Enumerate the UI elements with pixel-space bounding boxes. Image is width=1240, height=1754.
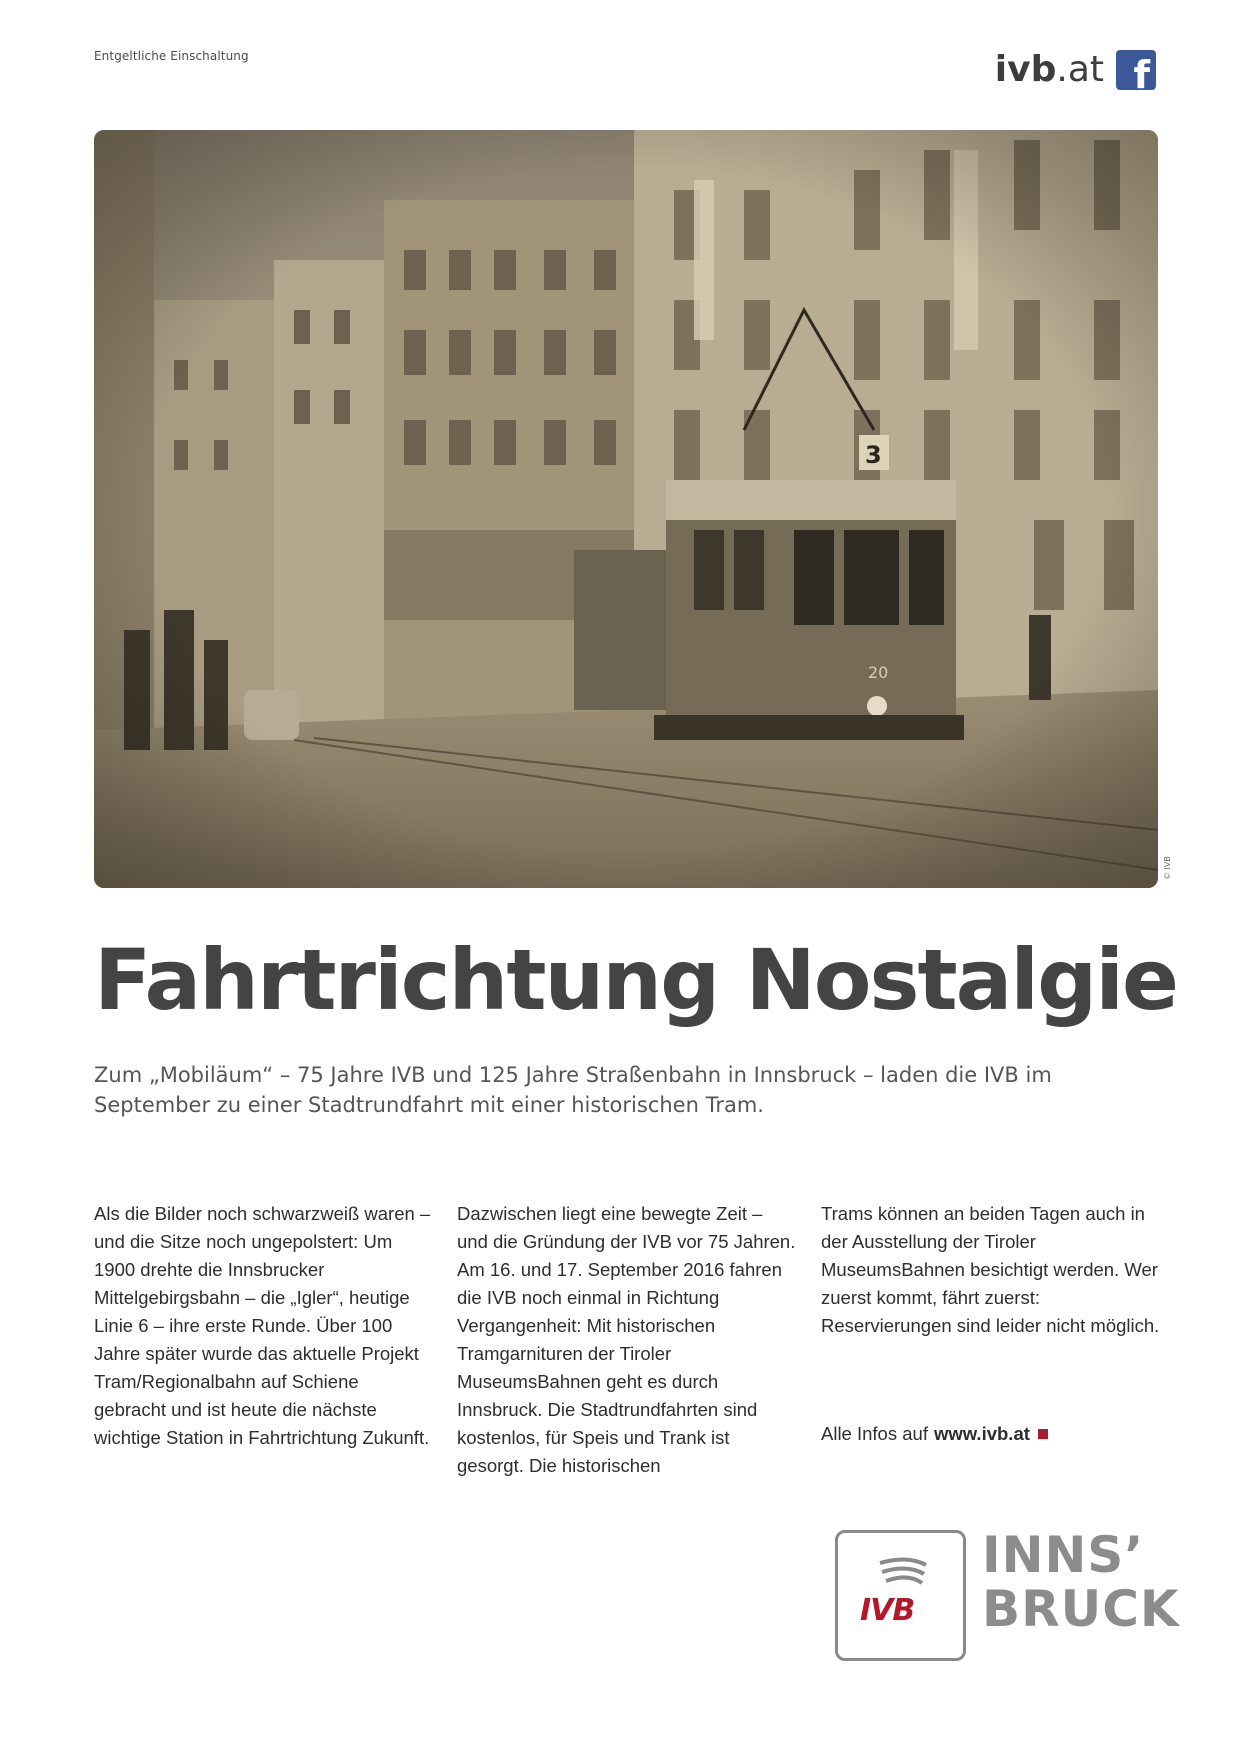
tram-street-illustration (94, 130, 1158, 888)
body-text-1: Als die Bilder noch schwarzweiß waren – und die Sitze noch ungepolstert: Um 1900 drehte die Innsbrucker Mittelgebirgsbahn – die „Igler“, heutige Linie 6 – ihre erste Runde. Über 100 Jahre später wurde das aktuelle Projekt Tram/Regionalbahn auf Schiene gebracht und ist heute die nächste wichtige Station in Fahrtrichtung Zukunft. (94, 1203, 431, 1448)
more-info-link[interactable]: www.ivb.at (933, 1423, 1030, 1444)
ivb-swoosh-icon (878, 1555, 928, 1587)
square-bullet-icon (1038, 1429, 1048, 1439)
body-column-3 (821, 1200, 1161, 1340)
innsbruck-logo-line2: BRUCK (982, 1580, 1180, 1638)
historic-tram-photo (94, 130, 1158, 888)
more-info-prefix: Alle Infos auf (821, 1423, 928, 1444)
site-link[interactable] (995, 49, 1156, 90)
ivb-logo-text: IVB (860, 1593, 915, 1628)
innsbruck-logo-line1: INNS’ (982, 1526, 1145, 1584)
innsbruck-logo (982, 1528, 1180, 1636)
body-column-1 (94, 1200, 434, 1452)
facebook-icon[interactable] (1116, 50, 1156, 90)
advertisement-notice: Entgeltliche Einschaltung (94, 49, 249, 63)
site-url-tld: .at (1056, 49, 1104, 90)
photo-credit: © IVB (1163, 856, 1172, 880)
body-text-2: Dazwischen liegt eine bewegte Zeit – und die Gründung der IVB vor 75 Jahren. Am 16. und 17. September 2016 fahren die IVB noch einmal in Richtung Vergangenheit: Mit historischen Tramgarnituren der Tiroler MuseumsBahnen geht es durch Innsbruck. Die Stadtrundfahrten sind kostenlos, für Speis und Trank ist gesorgt. Die historischen (457, 1203, 796, 1476)
lead-paragraph: Zum „Mobiläum“ – 75 Jahre IVB und 125 Jahre Straßenbahn in Innsbruck – laden die IVB im September zu einer Stadtrundfahrt mit einer historischen Tram. (94, 1063, 1052, 1117)
body-column-2 (457, 1200, 797, 1480)
more-info (821, 1423, 1048, 1445)
site-url-bold: ivb (994, 49, 1057, 90)
facebook-glyph: f (1133, 52, 1150, 90)
headline: Fahrtrichtung Nostalgie (94, 931, 1177, 1029)
ivb-logo (835, 1530, 966, 1661)
site-url[interactable] (995, 49, 1104, 90)
body-text-3: Trams können an beiden Tagen auch in der Ausstellung der Tiroler MuseumsBahnen besichtigt werden. Wer zuerst kommt, fährt zuerst: Reservierungen sind leider nicht möglich. (821, 1203, 1160, 1336)
